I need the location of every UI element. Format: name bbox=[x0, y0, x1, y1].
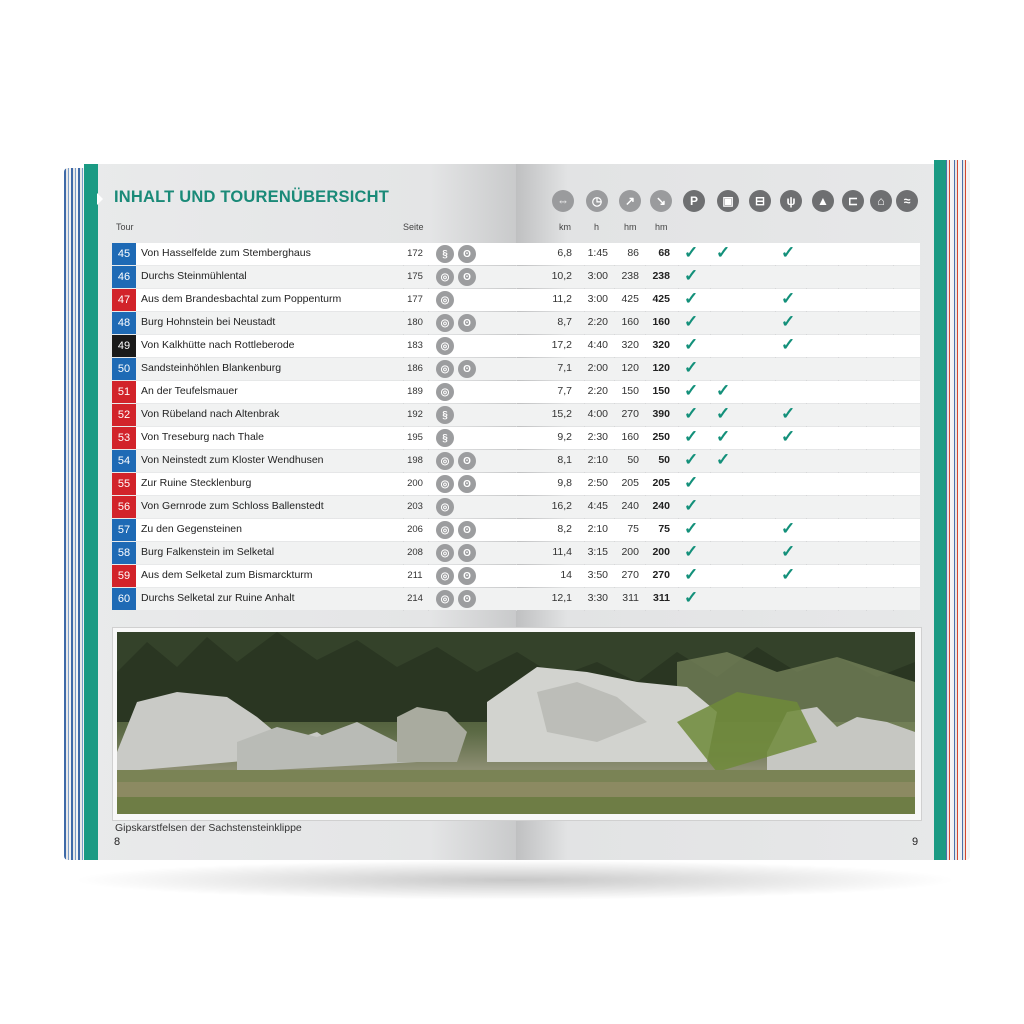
tour-descent: 205 bbox=[652, 477, 670, 489]
bear-icon: ʘ bbox=[458, 245, 476, 263]
page-title: INHALT UND TOURENÜBERSICHT bbox=[114, 188, 390, 206]
table-row[interactable] bbox=[112, 588, 920, 610]
tour-name: Burg Hohnstein bei Neustadt bbox=[141, 316, 276, 328]
tour-descent: 75 bbox=[658, 523, 670, 535]
tour-name: Von Hasselfelde zum Stemberghaus bbox=[141, 247, 311, 259]
header-hm-down: hm bbox=[655, 222, 668, 232]
table-row[interactable] bbox=[112, 519, 920, 541]
rock-photo-illustration bbox=[117, 632, 915, 814]
tour-ascent: 160 bbox=[621, 316, 639, 328]
table-row[interactable] bbox=[112, 404, 920, 426]
tour-page: 180 bbox=[407, 317, 423, 328]
check-icon: ✓ bbox=[781, 427, 796, 446]
tour-duration: 4:00 bbox=[587, 408, 608, 420]
ascent-icon: ↗ bbox=[619, 190, 641, 212]
check-icon: ✓ bbox=[684, 542, 699, 561]
table-row[interactable] bbox=[112, 496, 920, 518]
tour-duration: 2:50 bbox=[587, 477, 608, 489]
tour-duration: 2:20 bbox=[587, 385, 608, 397]
tour-duration: 2:30 bbox=[587, 431, 608, 443]
tour-descent: 425 bbox=[652, 293, 670, 305]
tour-duration: 2:00 bbox=[587, 362, 608, 374]
bear-icon: ʘ bbox=[458, 590, 476, 608]
restaurant-icon: ψ bbox=[780, 190, 802, 212]
tour-km: 6,8 bbox=[557, 247, 572, 259]
table-row[interactable] bbox=[112, 542, 920, 564]
family-icon: ◎ bbox=[436, 360, 454, 378]
tour-name: Durchs Selketal zur Ruine Anhalt bbox=[141, 592, 295, 604]
table-row[interactable] bbox=[112, 358, 920, 380]
hut-icon: ▲ bbox=[812, 190, 834, 212]
bear-icon: ʘ bbox=[458, 567, 476, 585]
tour-name: An der Teufelsmauer bbox=[141, 385, 238, 397]
tour-km: 9,2 bbox=[557, 431, 572, 443]
tour-descent: 240 bbox=[652, 500, 670, 512]
check-icon: ✓ bbox=[684, 473, 699, 492]
tour-km: 11,4 bbox=[552, 546, 572, 558]
tour-ascent: 150 bbox=[621, 385, 639, 397]
check-icon: ✓ bbox=[781, 565, 796, 584]
tour-descent: 68 bbox=[658, 247, 670, 259]
tour-ascent: 238 bbox=[621, 270, 639, 282]
accent-band-left bbox=[84, 164, 98, 860]
tour-name: Von Kalkhütte nach Rottleberode bbox=[141, 339, 295, 351]
header-hm-up: hm bbox=[624, 222, 637, 232]
tour-km: 15,2 bbox=[551, 408, 572, 420]
check-icon: ✓ bbox=[781, 243, 796, 262]
tour-name: Zur Ruine Stecklenburg bbox=[141, 477, 252, 489]
tour-descent: 238 bbox=[652, 270, 670, 282]
table-row[interactable] bbox=[112, 381, 920, 403]
tour-number-badge: 50 bbox=[112, 358, 136, 380]
check-icon: ✓ bbox=[684, 312, 699, 331]
bear-icon: ʘ bbox=[458, 475, 476, 493]
tour-km: 16,2 bbox=[551, 500, 572, 512]
header-seite: Seite bbox=[403, 222, 424, 232]
title-arrow-icon bbox=[97, 193, 103, 205]
tour-descent: 150 bbox=[652, 385, 670, 397]
tour-km: 8,7 bbox=[557, 316, 572, 328]
check-icon: ✓ bbox=[716, 243, 731, 262]
tour-descent: 250 bbox=[652, 431, 670, 443]
swimming-icon: ≈ bbox=[896, 190, 918, 212]
tour-ascent: 240 bbox=[621, 500, 639, 512]
table-row[interactable] bbox=[112, 243, 920, 265]
cable-car-icon: ⊟ bbox=[749, 190, 771, 212]
tour-descent: 120 bbox=[652, 362, 670, 374]
tour-ascent: 50 bbox=[627, 454, 639, 466]
clock-icon: ◷ bbox=[586, 190, 608, 212]
family-icon: ◎ bbox=[436, 452, 454, 470]
tour-km: 14 bbox=[560, 569, 572, 581]
tour-duration: 2:20 bbox=[587, 316, 608, 328]
page-number-right: 9 bbox=[912, 836, 919, 848]
table-row[interactable] bbox=[112, 427, 920, 449]
tour-number-badge: 60 bbox=[112, 588, 136, 610]
tour-ascent: 160 bbox=[621, 431, 639, 443]
book-shadow bbox=[70, 860, 960, 900]
tour-ascent: 311 bbox=[622, 592, 639, 604]
tour-ascent: 200 bbox=[621, 546, 639, 558]
tour-name: Zu den Gegensteinen bbox=[141, 523, 242, 535]
bear-icon: ʘ bbox=[458, 452, 476, 470]
family-icon: ◎ bbox=[436, 383, 454, 401]
tour-km: 7,7 bbox=[557, 385, 572, 397]
check-icon: ✓ bbox=[716, 404, 731, 423]
tour-name: Aus dem Brandesbachtal zum Poppenturm bbox=[141, 293, 342, 305]
tour-km: 11,2 bbox=[552, 293, 572, 305]
tour-duration: 2:10 bbox=[587, 523, 608, 535]
check-icon: ✓ bbox=[684, 519, 699, 538]
tour-descent: 160 bbox=[652, 316, 670, 328]
tour-name: Durchs Steinmühlental bbox=[141, 270, 247, 282]
check-icon: ✓ bbox=[684, 496, 699, 515]
check-icon: ✓ bbox=[781, 312, 796, 331]
table-row[interactable] bbox=[112, 266, 920, 288]
tour-ascent: 320 bbox=[621, 339, 639, 351]
tour-ascent: 75 bbox=[627, 523, 639, 535]
tour-number-badge: 56 bbox=[112, 496, 136, 518]
accent-band-right bbox=[934, 160, 946, 860]
tour-number-badge: 48 bbox=[112, 312, 136, 334]
tour-page: 208 bbox=[407, 547, 423, 558]
tour-duration: 3:30 bbox=[587, 592, 608, 604]
family-icon: ◎ bbox=[436, 337, 454, 355]
tour-duration: 3:00 bbox=[587, 270, 608, 282]
parking-icon: P bbox=[683, 190, 705, 212]
tour-ascent: 270 bbox=[621, 569, 639, 581]
tour-descent: 320 bbox=[652, 339, 670, 351]
bear-icon: ʘ bbox=[458, 360, 476, 378]
tour-number-badge: 51 bbox=[112, 381, 136, 403]
tour-number-badge: 53 bbox=[112, 427, 136, 449]
tour-ascent: 270 bbox=[621, 408, 639, 420]
tour-page: 192 bbox=[407, 409, 423, 420]
museum-icon: ⌂ bbox=[870, 190, 892, 212]
table-row[interactable] bbox=[112, 289, 920, 311]
tour-page: 211 bbox=[407, 570, 423, 581]
tour-number-badge: 46 bbox=[112, 266, 136, 288]
tour-duration: 1:45 bbox=[587, 247, 608, 259]
tour-km: 9,8 bbox=[557, 477, 572, 489]
family-icon: ◎ bbox=[436, 544, 454, 562]
tour-page: 200 bbox=[407, 478, 423, 489]
page-number-left: 8 bbox=[114, 836, 121, 848]
tour-number-badge: 55 bbox=[112, 473, 136, 495]
tour-km: 7,1 bbox=[557, 362, 572, 374]
bear-icon: ʘ bbox=[458, 521, 476, 539]
table-row[interactable] bbox=[112, 473, 920, 495]
photo-caption: Gipskarstfelsen der Sachstensteinklippe bbox=[115, 822, 302, 834]
tour-number-badge: 58 bbox=[112, 542, 136, 564]
descent-icon: ↘ bbox=[650, 190, 672, 212]
tour-duration: 4:45 bbox=[587, 500, 608, 512]
family-icon: ◎ bbox=[436, 590, 454, 608]
family-icon: ◎ bbox=[436, 498, 454, 516]
tour-page: 195 bbox=[407, 432, 423, 443]
tour-duration: 3:50 bbox=[587, 569, 608, 581]
check-icon: ✓ bbox=[716, 450, 731, 469]
header-tour: Tour bbox=[116, 222, 134, 232]
check-icon: ✓ bbox=[684, 450, 699, 469]
tour-page: 189 bbox=[407, 386, 423, 397]
tour-page: 214 bbox=[407, 593, 423, 604]
tour-number-badge: 52 bbox=[112, 404, 136, 426]
tour-number-badge: 49 bbox=[112, 335, 136, 357]
check-icon: ✓ bbox=[781, 335, 796, 354]
tour-km: 12,1 bbox=[551, 592, 572, 604]
tour-page: 198 bbox=[407, 455, 423, 466]
tour-km: 8,2 bbox=[557, 523, 572, 535]
bear-icon: ʘ bbox=[458, 544, 476, 562]
table-row[interactable] bbox=[112, 312, 920, 334]
signpost-icon: ⇔ bbox=[552, 190, 574, 212]
check-icon: ✓ bbox=[684, 565, 699, 584]
tour-number-badge: 54 bbox=[112, 450, 136, 472]
check-icon: ✓ bbox=[684, 427, 699, 446]
tour-descent: 311 bbox=[653, 592, 670, 604]
check-icon: ✓ bbox=[684, 266, 699, 285]
tour-number-badge: 47 bbox=[112, 289, 136, 311]
header-h: h bbox=[594, 222, 600, 232]
tour-page: 206 bbox=[407, 524, 423, 535]
tour-ascent: 86 bbox=[627, 247, 639, 259]
table-row[interactable] bbox=[112, 450, 920, 472]
tour-page: 175 bbox=[407, 271, 423, 282]
tour-name: Aus dem Selketal zum Bismarckturm bbox=[141, 569, 313, 581]
table-row[interactable] bbox=[112, 335, 920, 357]
tour-descent: 50 bbox=[658, 454, 670, 466]
check-icon: ✓ bbox=[684, 381, 699, 400]
family-icon: ◎ bbox=[436, 314, 454, 332]
check-icon: ✓ bbox=[781, 542, 796, 561]
tour-number-badge: 57 bbox=[112, 519, 136, 541]
family-icon: ◎ bbox=[436, 567, 454, 585]
tour-name: Von Gernrode zum Schloss Ballenstedt bbox=[141, 500, 324, 512]
tour-page: 203 bbox=[407, 501, 423, 512]
tour-page: 183 bbox=[407, 340, 423, 351]
tour-ascent: 205 bbox=[621, 477, 639, 489]
tour-descent: 200 bbox=[652, 546, 670, 558]
bike-icon: § bbox=[436, 429, 454, 447]
check-icon: ✓ bbox=[684, 243, 699, 262]
bike-icon: § bbox=[436, 406, 454, 424]
tour-km: 17,2 bbox=[551, 339, 572, 351]
family-icon: ◎ bbox=[436, 475, 454, 493]
check-icon: ✓ bbox=[684, 335, 699, 354]
tour-page: 186 bbox=[407, 363, 423, 374]
table-row[interactable] bbox=[112, 565, 920, 587]
bear-icon: ʘ bbox=[458, 314, 476, 332]
family-icon: ◎ bbox=[436, 268, 454, 286]
tour-ascent: 120 bbox=[621, 362, 639, 374]
tour-duration: 3:00 bbox=[587, 293, 608, 305]
check-icon: ✓ bbox=[684, 404, 699, 423]
tour-km: 10,2 bbox=[551, 270, 572, 282]
tour-km: 8,1 bbox=[557, 454, 572, 466]
check-icon: ✓ bbox=[716, 381, 731, 400]
tour-descent: 390 bbox=[652, 408, 670, 420]
header-km: km bbox=[559, 222, 571, 232]
tour-duration: 4:40 bbox=[587, 339, 608, 351]
check-icon: ✓ bbox=[781, 289, 796, 308]
tour-name: Burg Falkenstein im Selketal bbox=[141, 546, 275, 558]
bed-icon: ⊏ bbox=[842, 190, 864, 212]
tour-number-badge: 59 bbox=[112, 565, 136, 587]
tour-name: Sandsteinhöhlen Blankenburg bbox=[141, 362, 282, 374]
tour-descent: 270 bbox=[652, 569, 670, 581]
check-icon: ✓ bbox=[781, 519, 796, 538]
tour-number-badge: 45 bbox=[112, 243, 136, 265]
tour-duration: 2:10 bbox=[587, 454, 608, 466]
tour-page: 172 bbox=[407, 248, 423, 259]
tour-name: Von Treseburg nach Thale bbox=[141, 431, 264, 443]
check-icon: ✓ bbox=[716, 427, 731, 446]
family-icon: ◎ bbox=[436, 291, 454, 309]
tour-name: Von Neinstedt zum Kloster Wendhusen bbox=[141, 454, 324, 466]
bus-icon: ▣ bbox=[717, 190, 739, 212]
tour-page: 177 bbox=[407, 294, 423, 305]
check-icon: ✓ bbox=[781, 404, 796, 423]
check-icon: ✓ bbox=[684, 358, 699, 377]
tour-duration: 3:15 bbox=[587, 546, 608, 558]
landscape-photo bbox=[117, 632, 915, 814]
family-icon: ◎ bbox=[436, 521, 454, 539]
tour-ascent: 425 bbox=[621, 293, 639, 305]
bike-icon: § bbox=[436, 245, 454, 263]
check-icon: ✓ bbox=[684, 289, 699, 308]
bear-icon: ʘ bbox=[458, 268, 476, 286]
tour-name: Von Rübeland nach Altenbrak bbox=[141, 408, 280, 420]
check-icon: ✓ bbox=[684, 588, 699, 607]
